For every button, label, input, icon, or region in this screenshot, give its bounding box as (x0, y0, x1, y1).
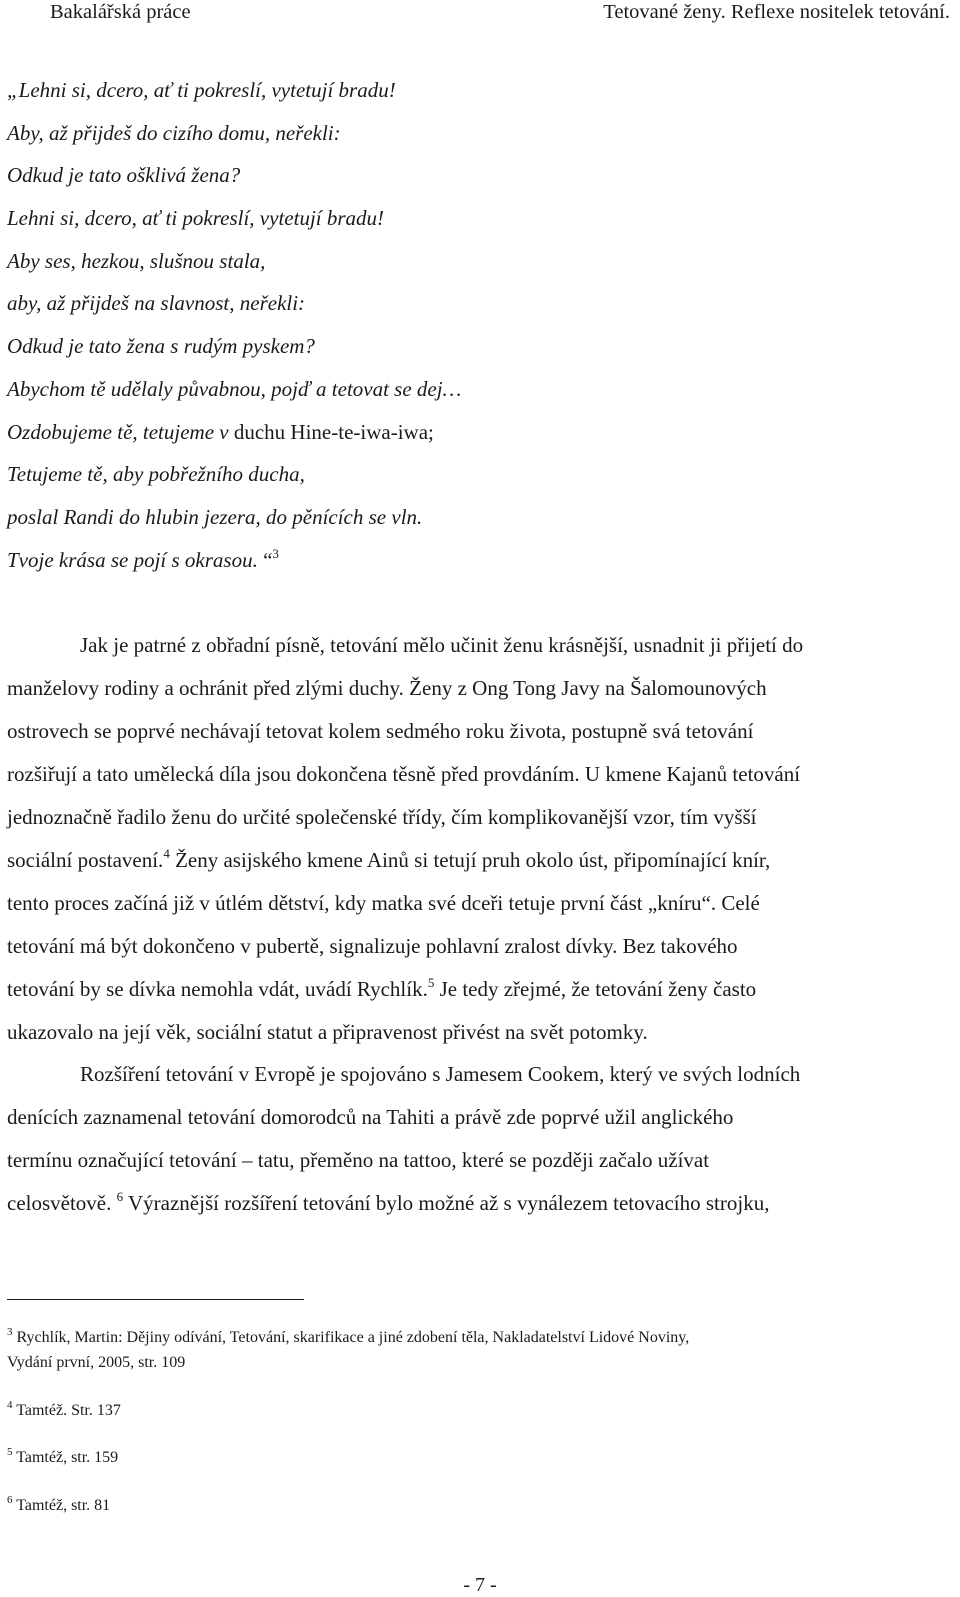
footnote-3 (7, 1325, 937, 1375)
footnote-number: 5 (7, 1446, 13, 1458)
paragraph-line: termínu označující tetování – tatu, přeměno na tattoo, které se později začalo užívat (7, 1148, 710, 1172)
paragraph-line: ostrovech se poprvé nechávají tetovat kolem sedmého roku života, postupně svá tetování (7, 719, 754, 743)
poem-line-upright-part: duchu Hine-te-iwa-iwa; (233, 419, 434, 444)
paragraph-line (7, 839, 937, 882)
footnote-number: 6 (7, 1494, 13, 1506)
paragraph-line-text: Výraznější rozšíření tetování bylo možné až s vynálezem tetovacího strojku, (123, 1191, 770, 1215)
paragraph-line: rozšiřují a tato umělecká díla jsou dokončena těsně před provdáním. U kmene Kajanů tetování (7, 762, 801, 786)
footnote-line: Vydání první, 2005, str. 109 (7, 1354, 186, 1371)
footnote-ref-3[interactable]: 3 (272, 545, 279, 561)
header-thesis-type: Bakalářská práce (50, 1, 191, 23)
paragraph-line: denících zaznamenal tetování domorodců na Tahiti a právě zde poprvé užil anglického (7, 1105, 734, 1129)
footnote-text: Tamtéž, str. 81 (12, 1497, 111, 1514)
paragraph-line-text: Ženy asijského kmene Ainů si tetují pruh okolo úst, připomínající knír, (169, 848, 771, 872)
poem-line: „Lehni si, dcero, ať ti pokreslí, vytetují bradu! (7, 78, 396, 102)
paragraph-ritual-meaning (7, 624, 937, 1054)
footnote-ref-4[interactable]: 4 (163, 846, 170, 861)
header-thesis-title: Tetované ženy. Reflexe nositelek tetování. (603, 1, 950, 23)
paragraph-line-text: Jak je patrné z obřadní písně, tetování mělo učinit ženu krásnější, usnadnit ji přijetí do (80, 633, 804, 657)
poem-line (7, 411, 947, 454)
ritual-song-quote (7, 69, 947, 581)
footnote-text: Tamtéž, str. 159 (12, 1449, 119, 1466)
paragraph-line-text: Rozšíření tetování v Evropě je spojováno s Jamesem Cookem, který ve svých lodních (80, 1062, 801, 1086)
paragraph-line-text: sociální postavení. (7, 848, 164, 872)
paragraph-line (7, 1053, 937, 1096)
poem-line: Odkud je tato žena s rudým pyskem? (7, 334, 315, 359)
paragraph-europe-spread (7, 1053, 937, 1225)
poem-line: Aby, až přijdeš do cizího domu, neřekli: (7, 120, 341, 145)
paragraph-line-text: tetování by se dívka nemohla vdát, uvádí Rychlík. (7, 977, 428, 1001)
poem-line: aby, až přijdeš na slavnost, neřekli: (7, 291, 306, 316)
poem-line: Odkud je tato ošklivá žena? (7, 163, 241, 188)
paragraph-line (7, 968, 937, 1011)
footnote-ref-6[interactable]: 6 (116, 1189, 124, 1204)
poem-line: poslal Randi do hlubin jezera, do pěnících se vln. (7, 504, 423, 529)
paragraph-line-text: celosvětově. (7, 1191, 117, 1215)
footnote-text: Rychlík, Martin: Dějiny odívání, Tetování, skarifikace a jiné zdobení těla, Nakladatelství Lidové Noviny, (12, 1329, 690, 1346)
footnote-number: 4 (7, 1399, 13, 1411)
footnote-line (7, 1398, 937, 1423)
paragraph-line (7, 624, 937, 667)
paragraph-line: manželovy rodiny a ochránit před zlými duchy. Ženy z Ong Tong Javy na Šalomounových (7, 676, 767, 700)
footnote-separator (7, 1299, 304, 1300)
closing-quote: “ (257, 547, 273, 572)
page-number: - 7 - (463, 1574, 497, 1596)
paragraph-line (7, 1182, 937, 1225)
paragraph-line: ukazovalo na její věk, sociální statut a připravenost přivést na svět potomky. (7, 1020, 648, 1044)
footnote-ref-5[interactable]: 5 (427, 975, 435, 990)
poem-last-line-text: Tvoje krása se pojí s okrasou. (7, 547, 258, 572)
paragraph-line: tento proces začíná již v útlém dětství, kdy matka své dceři tetuje první část „kníru“. Celé (7, 891, 760, 915)
page-header (50, 0, 950, 30)
footnote-6 (7, 1493, 937, 1518)
footnote-number: 3 (7, 1326, 13, 1338)
footnote-line (7, 1493, 937, 1518)
poem-line (7, 539, 947, 582)
paragraph-line: jednoznačně řadilo ženu do určité společenské třídy, čím komplikovanější vzor, tím vyšší (7, 805, 757, 829)
paragraph-line: tetování má být dokončeno v pubertě, signalizuje pohlavní zralost dívky. Bez takového (7, 934, 738, 958)
paragraph-line-text: Je tedy zřejmé, že tetování ženy často (434, 977, 757, 1001)
poem-line: Lehni si, dcero, ať ti pokreslí, vytetují bradu! (7, 206, 385, 231)
footnote-5 (7, 1445, 937, 1470)
footnote-line (7, 1325, 937, 1350)
poem-line-italic-part: Ozdobujeme tě, tetujeme v (7, 419, 234, 444)
poem-line: Abychom tě udělaly půvabnou, pojď a tetovat se dej… (7, 376, 462, 401)
poem-line: Tetujeme tě, aby pobřežního ducha, (7, 462, 305, 487)
footnote-4 (7, 1398, 937, 1423)
poem-line: Aby ses, hezkou, slušnou stala, (7, 248, 266, 273)
footnote-line (7, 1445, 937, 1470)
footnote-text: Tamtéž. Str. 137 (12, 1402, 121, 1419)
